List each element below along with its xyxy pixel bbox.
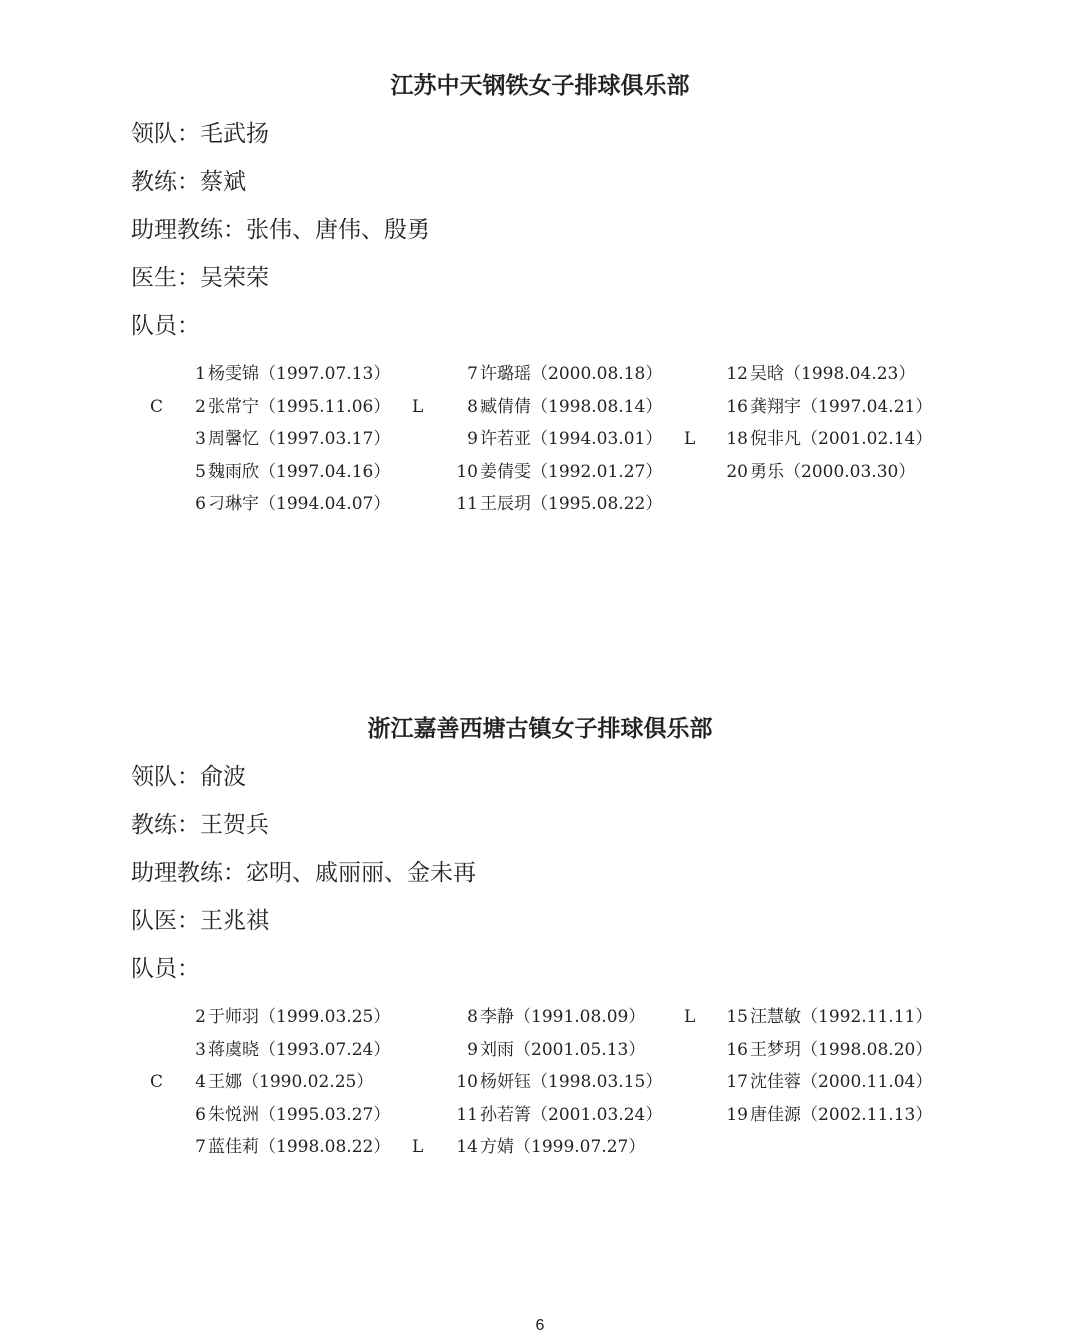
player-number: 5 bbox=[195, 461, 206, 482]
players-label: 队员： bbox=[131, 956, 200, 982]
player-name-and-birthdate bbox=[208, 358, 390, 391]
player-number: 10 bbox=[456, 461, 478, 482]
player-birthdate: （1995.03.27） bbox=[259, 1104, 391, 1125]
player-number: 8 bbox=[467, 1007, 478, 1027]
player-number: 4 bbox=[195, 1072, 206, 1092]
player-birthdate: （1995.11.06） bbox=[259, 396, 391, 417]
player-name-and-birthdate bbox=[208, 1066, 373, 1099]
player-role-mark: L bbox=[684, 429, 696, 449]
player-number: 12 bbox=[726, 364, 748, 384]
player-number: 17 bbox=[726, 1072, 748, 1092]
player-birthdate: （1991.08.09） bbox=[514, 1007, 646, 1027]
player-roster bbox=[140, 1001, 940, 1171]
player-number: 14 bbox=[456, 1137, 478, 1157]
player-name-and-birthdate bbox=[750, 1034, 932, 1067]
player-birthdate: （2000.11.04） bbox=[801, 1072, 933, 1092]
player-name-and-birthdate bbox=[480, 488, 662, 521]
player-birthdate: （1993.07.24） bbox=[259, 1039, 391, 1060]
player-name-and-birthdate bbox=[208, 1099, 390, 1132]
player-role-mark: C bbox=[150, 396, 164, 417]
player-birthdate: （2001.05.13） bbox=[514, 1039, 646, 1060]
player-name: 王娜 bbox=[208, 1072, 242, 1092]
player-name-and-birthdate bbox=[750, 1001, 932, 1034]
player-name-and-birthdate bbox=[208, 1131, 390, 1164]
player-number: 11 bbox=[456, 494, 478, 514]
player-name-and-birthdate bbox=[208, 488, 390, 521]
player-name-and-birthdate bbox=[208, 391, 390, 424]
staff-coach bbox=[131, 801, 269, 849]
staff-value: 王贺兵 bbox=[200, 812, 269, 838]
player-number: 7 bbox=[467, 364, 478, 384]
player-birthdate: （1994.03.01） bbox=[531, 429, 663, 449]
player-name: 臧倩倩 bbox=[480, 396, 531, 417]
player-name-and-birthdate bbox=[480, 1001, 645, 1034]
staff-label: 医生： bbox=[131, 265, 200, 291]
player-name: 勇乐 bbox=[750, 461, 784, 482]
player-number: 8 bbox=[467, 396, 478, 417]
player-name: 王辰玥 bbox=[480, 494, 531, 514]
staff-value: 蔡斌 bbox=[200, 169, 246, 195]
staff-value: 宓明、戚丽丽、金未再 bbox=[246, 860, 476, 886]
staff-label: 队医： bbox=[131, 908, 200, 934]
player-name: 王梦玥 bbox=[750, 1039, 801, 1060]
player-name: 蒋虞晓 bbox=[208, 1039, 259, 1060]
player-name-and-birthdate bbox=[480, 423, 662, 456]
staff-label: 教练： bbox=[131, 812, 200, 838]
player-number: 19 bbox=[726, 1104, 748, 1125]
player-name: 许璐瑶 bbox=[480, 364, 531, 384]
player-birthdate: （2001.03.24） bbox=[531, 1104, 663, 1125]
player-name-and-birthdate bbox=[750, 358, 915, 391]
player-name: 杨雯锦 bbox=[208, 364, 259, 384]
players-label: 队员： bbox=[131, 313, 200, 339]
staff-assistant-coaches bbox=[131, 206, 430, 254]
player-roster bbox=[140, 358, 940, 528]
staff-label: 领队： bbox=[131, 764, 200, 790]
player-name: 唐佳源 bbox=[750, 1104, 801, 1125]
staff-team-leader bbox=[131, 753, 246, 801]
player-name: 龚翔宇 bbox=[750, 396, 801, 417]
player-name: 沈佳蓉 bbox=[750, 1072, 801, 1092]
staff-value: 张伟、唐伟、殷勇 bbox=[246, 217, 430, 243]
player-name: 于师羽 bbox=[208, 1007, 259, 1027]
staff-label: 助理教练： bbox=[131, 860, 246, 886]
player-birthdate: （1999.03.25） bbox=[259, 1007, 391, 1027]
staff-assistant-coaches bbox=[131, 849, 476, 897]
staff-value: 王兆祺 bbox=[200, 908, 269, 934]
player-name-and-birthdate bbox=[750, 423, 932, 456]
player-name: 汪慧敏 bbox=[750, 1007, 801, 1027]
player-number: 15 bbox=[726, 1007, 748, 1027]
staff-value: 毛武扬 bbox=[200, 121, 269, 147]
staff-label: 领队： bbox=[131, 121, 200, 147]
player-name: 刘雨 bbox=[480, 1039, 514, 1060]
player-birthdate: （1994.04.07） bbox=[259, 494, 391, 514]
player-name: 朱悦洲 bbox=[208, 1104, 259, 1125]
player-role-mark: C bbox=[150, 1072, 164, 1092]
player-number: 16 bbox=[726, 396, 748, 417]
player-birthdate: （1998.04.23） bbox=[784, 364, 916, 384]
player-birthdate: （1992.11.11） bbox=[801, 1007, 933, 1027]
player-name: 杨妍钰 bbox=[480, 1072, 531, 1092]
player-name: 周馨忆 bbox=[208, 429, 259, 449]
player-name-and-birthdate bbox=[208, 1034, 390, 1067]
staff-value: 俞波 bbox=[200, 764, 246, 790]
staff-label: 助理教练： bbox=[131, 217, 246, 243]
staff-team-doctor bbox=[131, 897, 269, 945]
player-number: 6 bbox=[195, 494, 206, 514]
player-role-mark: L bbox=[412, 1137, 424, 1157]
player-name-and-birthdate bbox=[480, 456, 662, 489]
player-number: 10 bbox=[456, 1072, 478, 1092]
player-birthdate: （1999.07.27） bbox=[514, 1137, 646, 1157]
staff-team-leader bbox=[131, 110, 269, 158]
player-number: 2 bbox=[195, 1007, 206, 1027]
player-name-and-birthdate bbox=[480, 358, 662, 391]
player-number: 6 bbox=[195, 1104, 206, 1125]
player-birthdate: （1990.02.25） bbox=[242, 1072, 374, 1092]
player-name: 李静 bbox=[480, 1007, 514, 1027]
player-birthdate: （1997.04.16） bbox=[259, 461, 391, 482]
player-name: 刁琳宇 bbox=[208, 494, 259, 514]
player-name: 倪非凡 bbox=[750, 429, 801, 449]
player-birthdate: （1997.07.13） bbox=[259, 364, 391, 384]
player-number: 18 bbox=[726, 429, 748, 449]
player-name-and-birthdate bbox=[750, 1066, 932, 1099]
team-title: 江苏中天钢铁女子排球俱乐部 bbox=[390, 72, 690, 99]
player-name-and-birthdate bbox=[480, 1131, 645, 1164]
player-birthdate: （2000.08.18） bbox=[531, 364, 663, 384]
staff-label: 教练： bbox=[131, 169, 200, 195]
player-birthdate: （1995.08.22） bbox=[531, 494, 663, 514]
player-number: 7 bbox=[195, 1137, 206, 1157]
player-name-and-birthdate bbox=[208, 456, 390, 489]
player-name: 方婧 bbox=[480, 1137, 514, 1157]
player-name: 魏雨欣 bbox=[208, 461, 259, 482]
player-birthdate: （2002.11.13） bbox=[801, 1104, 933, 1125]
player-name: 吴晗 bbox=[750, 364, 784, 384]
player-name: 张常宁 bbox=[208, 396, 259, 417]
player-number: 16 bbox=[726, 1039, 748, 1060]
player-number: 11 bbox=[456, 1104, 478, 1125]
player-name-and-birthdate bbox=[208, 423, 390, 456]
player-name-and-birthdate bbox=[750, 456, 915, 489]
player-name-and-birthdate bbox=[750, 391, 932, 424]
player-birthdate: （1998.08.20） bbox=[801, 1039, 933, 1060]
player-birthdate: （1998.08.14） bbox=[531, 396, 663, 417]
player-name-and-birthdate bbox=[480, 1034, 645, 1067]
team-title: 浙江嘉善西塘古镇女子排球俱乐部 bbox=[367, 715, 713, 742]
player-number: 1 bbox=[195, 364, 206, 384]
player-number: 9 bbox=[467, 429, 478, 449]
player-name: 蓝佳莉 bbox=[208, 1137, 259, 1157]
player-name: 许若亚 bbox=[480, 429, 531, 449]
player-name: 姜倩雯 bbox=[480, 461, 531, 482]
player-birthdate: （1997.03.17） bbox=[259, 429, 391, 449]
player-name: 孙若箐 bbox=[480, 1104, 531, 1125]
player-name-and-birthdate bbox=[480, 391, 662, 424]
player-birthdate: （2000.03.30） bbox=[784, 461, 916, 482]
player-name-and-birthdate bbox=[750, 1099, 932, 1132]
player-role-mark: L bbox=[684, 1007, 696, 1027]
player-role-mark: L bbox=[412, 396, 424, 417]
player-number: 20 bbox=[726, 461, 748, 482]
player-number: 3 bbox=[195, 429, 206, 449]
page-number: 6 bbox=[535, 1317, 545, 1334]
player-birthdate: （1998.08.22） bbox=[259, 1137, 391, 1157]
player-name-and-birthdate bbox=[480, 1099, 662, 1132]
player-birthdate: （1998.03.15） bbox=[531, 1072, 663, 1092]
player-birthdate: （1992.01.27） bbox=[531, 461, 663, 482]
staff-doctor bbox=[131, 254, 269, 302]
player-number: 2 bbox=[195, 396, 206, 417]
player-number: 9 bbox=[467, 1039, 478, 1060]
player-name-and-birthdate bbox=[480, 1066, 662, 1099]
player-birthdate: （1997.04.21） bbox=[801, 396, 933, 417]
player-number: 3 bbox=[195, 1039, 206, 1060]
player-name-and-birthdate bbox=[208, 1001, 390, 1034]
staff-coach bbox=[131, 158, 246, 206]
player-birthdate: （2001.02.14） bbox=[801, 429, 933, 449]
staff-value: 吴荣荣 bbox=[200, 265, 269, 291]
